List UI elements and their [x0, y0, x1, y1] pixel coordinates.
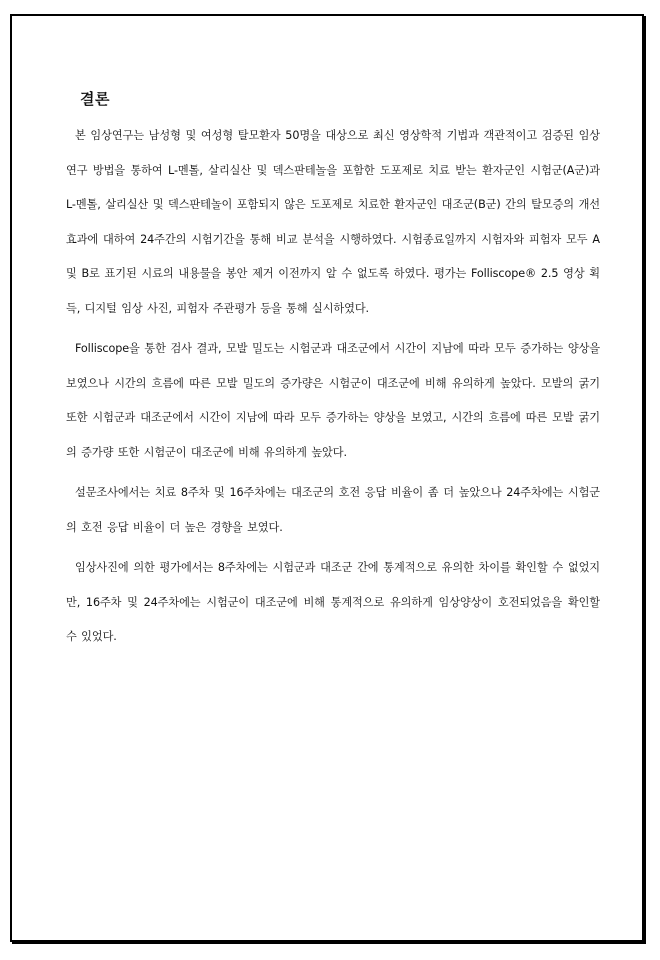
section-title: 결론 [80, 90, 110, 108]
paragraph-survey-results: 설문조사에서는 치료 8주차 및 16주차에는 대조군의 호전 응답 비율이 좀 더 높았으나 24주차에는 시험군의 호전 응답 비율이 더 높은 경향을 보였다. [66, 486, 600, 534]
document-body [66, 88, 600, 661]
paragraph-study-overview: 본 임상연구는 남성형 및 여성형 탈모환자 50명을 대상으로 최신 영상학적 기법과 객관적이고 검증된 임상연구 방법을 통하여 L-멘톨, 살리실산 및 덱스판테놀을 포함한 도포제로 치료 받는 환자군인 시험군(A군)과 L-멘톨, 살리실산 및 덱스판테놀이 포함되지 않은 도포제로 치료한 환자군인 대조군(B군) 간의 탈모증의 개선 효과에 대하여 24주간의 시험기간을 통해 비교 분석을 시행하였다. 시험종료일까지 시험자와 피험자 모두 A 및 B로 표기된 시료의 내용물을 봉안 제거 이전까지 알 수 없도록 하였다. 평가는 Folliscope® 2.5 영상 획득, 디지털 임상 사진, 피험자 주관평가 등을 통해 실시하였다. [66, 129, 600, 315]
paragraph-photo-evaluation: 임상사진에 의한 평가에서는 8주차에는 시험군과 대조군 간에 통계적으로 유의한 차이를 확인할 수 없었지만, 16주차 및 24주차에는 시험군이 대조군에 비해 통계적으로 유의하게 임상양상이 호전되었음을 확인할 수 있었다. [66, 561, 600, 643]
paragraph-folliscope-results: Folliscope을 통한 검사 결과, 모발 밀도는 시험군과 대조군에서 시간이 지남에 따라 모두 증가하는 양상을 보였으나 시간의 흐름에 따른 모발 밀도의 증가량은 시험군이 대조군에 비해 유의하게 높았다. 모발의 굵기 또한 시험군과 대조군에서 시간이 지남에 따라 모두 증가하는 양상을 보였고, 시간의 흐름에 따른 모발 굵기의 증가량 또한 시험군이 대조군에 비해 유의하게 높았다. [66, 342, 600, 459]
